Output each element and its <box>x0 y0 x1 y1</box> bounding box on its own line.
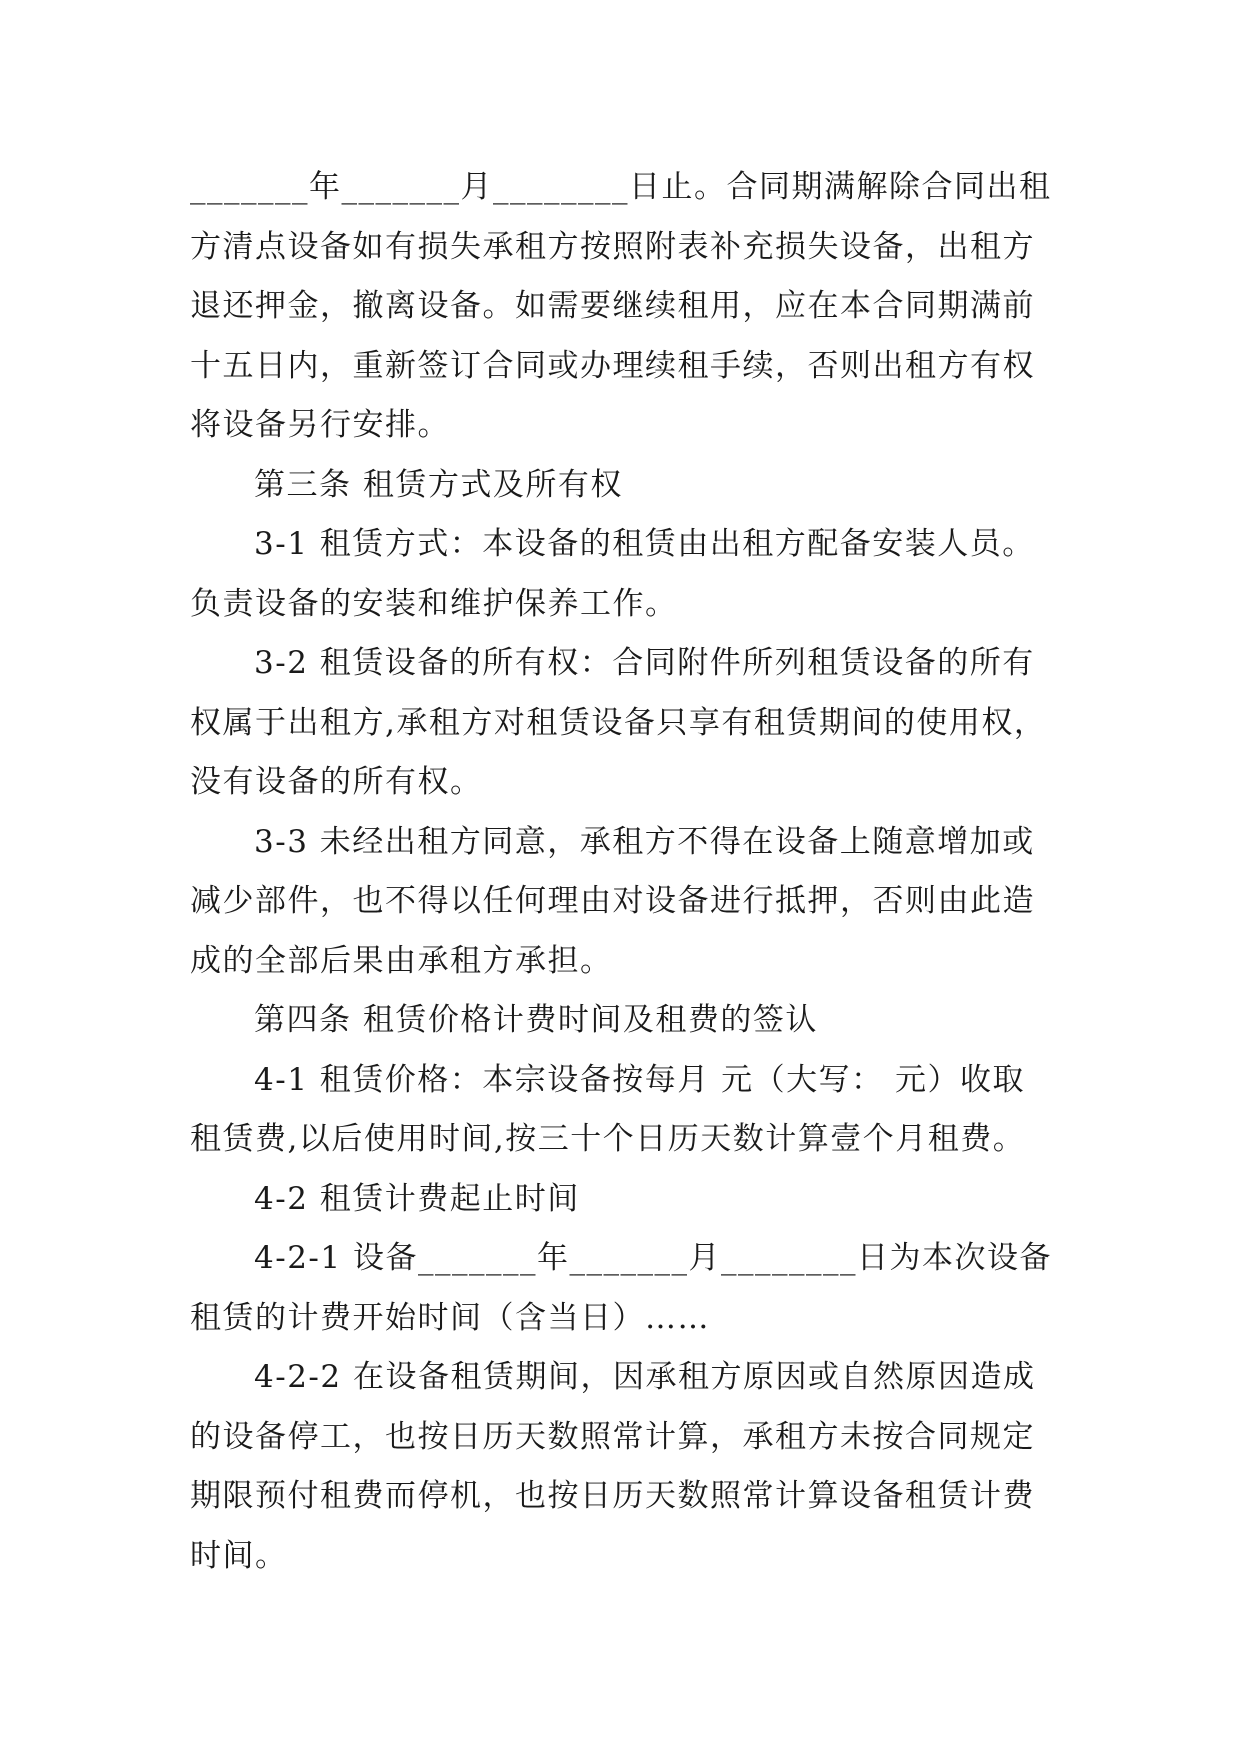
text-line: 成的全部后果由承租方承担。 <box>190 942 613 979</box>
section-heading: 第三条 租赁方式及所有权 <box>254 466 623 503</box>
clause-line: 3-2 租赁设备的所有权：合同附件所列租赁设备的所有 <box>254 645 1035 681</box>
text-line: 的设备停工，也按日历天数照常计算，承租方未按合同规定 <box>190 1418 1035 1455</box>
text-line: 将设备另行安排。 <box>190 407 450 443</box>
clause-line: 3-1 租赁方式：本设备的租赁由出租方配备安装人员。 <box>254 526 1035 562</box>
text-line: 方清点设备如有损失承租方按照附表补充损失设备，出租方 <box>190 228 1035 265</box>
text-line: 租赁的计费开始时间（含当日）…… <box>190 1299 710 1336</box>
text-line: 十五日内，重新签订合同或办理续租手续，否则出租方有权 <box>190 347 1035 384</box>
text-line: 权属于出租方,承租方对租赁设备只享有租赁期间的使用权， <box>190 704 1047 741</box>
text-line: 期限预付租费而停机，也按日历天数照常计算设备租赁计费 <box>190 1478 1035 1514</box>
text-line: 没有设备的所有权。 <box>190 764 483 800</box>
document-page <box>190 158 1070 1586</box>
text-line: _______年_______月________日止。合同期满解除合同出租 <box>190 169 1052 205</box>
clause-line: 3-3 未经出租方同意，承租方不得在设备上随意增加或 <box>254 823 1035 860</box>
text-line: 负责设备的安装和维护保养工作。 <box>190 585 678 622</box>
section-heading: 第四条 租赁价格计费时间及租费的签认 <box>254 1002 818 1038</box>
text-line: 时间。 <box>190 1537 288 1574</box>
clause-line: 4-2-1 设备_______年_______月________日为本次设备 <box>254 1240 1052 1276</box>
clause-line: 4-2-2 在设备租赁期间，因承租方原因或自然原因造成 <box>254 1359 1036 1395</box>
text-line: 退还押金，撤离设备。如需要继续租用，应在本合同期满前 <box>190 288 1035 324</box>
clause-line: 4-2 租赁计费起止时间 <box>254 1180 580 1217</box>
clause-line: 4-1 租赁价格：本宗设备按每月 元（大写： 元）收取 <box>254 1061 1025 1098</box>
text-line: 减少部件，也不得以任何理由对设备进行抵押，否则由此造 <box>190 883 1035 919</box>
text-line: 租赁费,以后使用时间,按三十个日历天数计算壹个月租费。 <box>190 1121 1026 1157</box>
